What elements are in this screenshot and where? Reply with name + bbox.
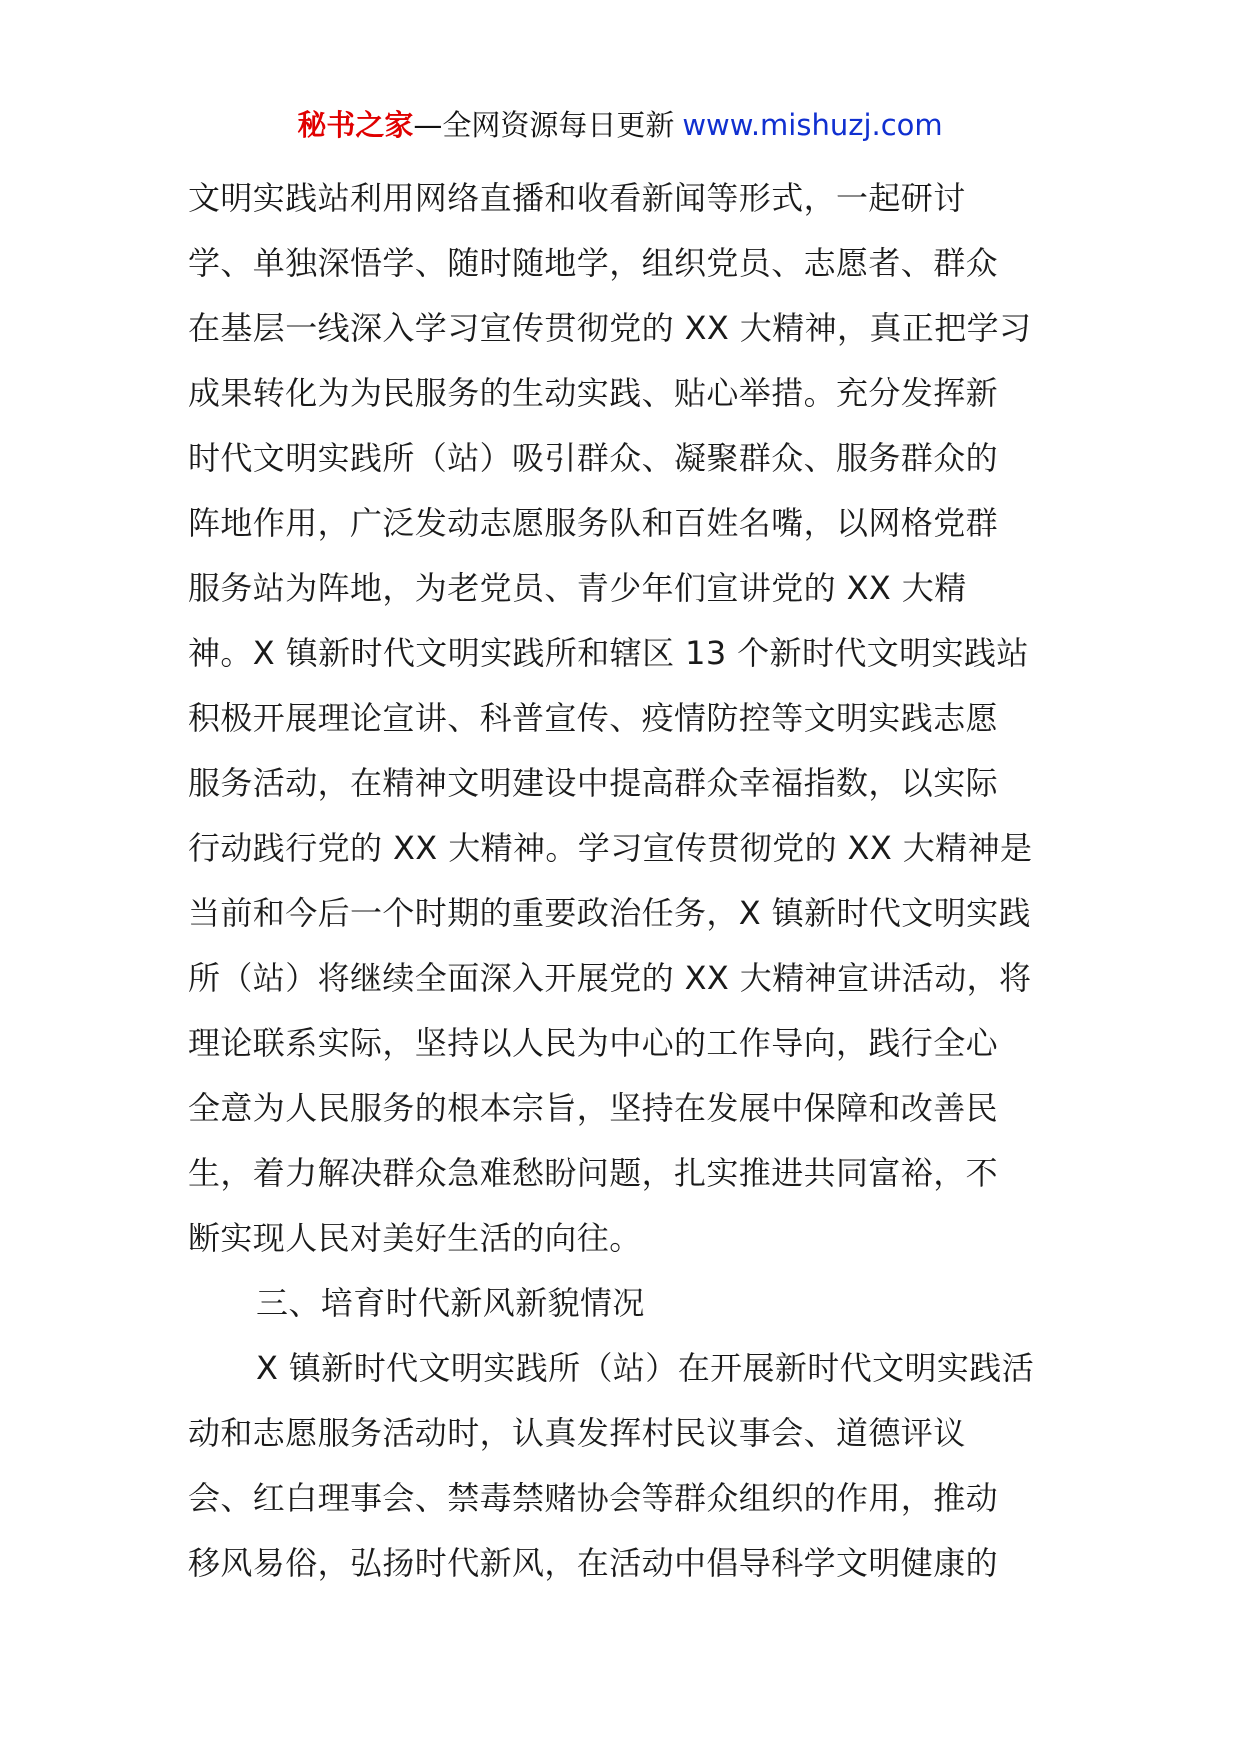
text-line: 当前和今后一个时期的重要政治任务，X 镇新时代文明实践: [188, 894, 1031, 932]
document-body: [188, 166, 1056, 1596]
section-heading: 三、培育时代新风新貌情况: [256, 1284, 645, 1322]
text-line: 所（站）将继续全面深入开展党的 XX 大精神宣讲活动，将: [188, 959, 1032, 997]
text-line: 成果转化为为民服务的生动实践、贴心举措。充分发挥新: [188, 374, 999, 412]
text-line: X 镇新时代文明实践所（站）在开展新时代文明实践活: [256, 1349, 1035, 1387]
header-url-link[interactable]: www.mishuzj.com: [682, 108, 943, 142]
text-line: 神。X 镇新时代文明实践所和辖区 13 个新时代文明实践站: [188, 634, 1029, 672]
text-line: 服务活动，在精神文明建设中提高群众幸福指数，以实际: [188, 764, 999, 802]
text-line: 理论联系实际，坚持以人民为中心的工作导向，践行全心: [188, 1024, 999, 1062]
header-brand: 秘书之家: [297, 108, 414, 142]
text-line: 全意为人民服务的根本宗旨，坚持在发展中保障和改善民: [188, 1089, 999, 1127]
text-line: 动和志愿服务活动时，认真发挥村民议事会、道德评议: [188, 1414, 966, 1452]
text-line: 文明实践站利用网络直播和收看新闻等形式，一起研讨: [188, 179, 966, 217]
text-line: 服务站为阵地，为老党员、青少年们宣讲党的 XX 大精: [188, 569, 967, 607]
text-line: 会、红白理事会、禁毒禁赌协会等群众组织的作用，推动: [188, 1479, 999, 1517]
header-tagline: —全网资源每日更新: [413, 108, 675, 142]
text-line: 时代文明实践所（站）吸引群众、凝聚群众、服务群众的: [188, 439, 999, 477]
text-line: 在基层一线深入学习宣传贯彻党的 XX 大精神，真正把学习: [188, 309, 1032, 347]
text-line: 行动践行党的 XX 大精神。学习宣传贯彻党的 XX 大精神是: [188, 829, 1033, 867]
text-line: 生，着力解决群众急难愁盼问题，扎实推进共同富裕，不: [188, 1154, 999, 1192]
page-header: [0, 104, 1240, 146]
text-line: 断实现人民对美好生活的向往。: [188, 1219, 642, 1257]
text-line: 学、单独深悟学、随时随地学，组织党员、志愿者、群众: [188, 244, 999, 282]
text-line: 积极开展理论宣讲、科普宣传、疫情防控等文明实践志愿: [188, 699, 999, 737]
text-line: 移风易俗，弘扬时代新风，在活动中倡导科学文明健康的: [188, 1544, 999, 1582]
text-line: 阵地作用，广泛发动志愿服务队和百姓名嘴，以网格党群: [188, 504, 999, 542]
